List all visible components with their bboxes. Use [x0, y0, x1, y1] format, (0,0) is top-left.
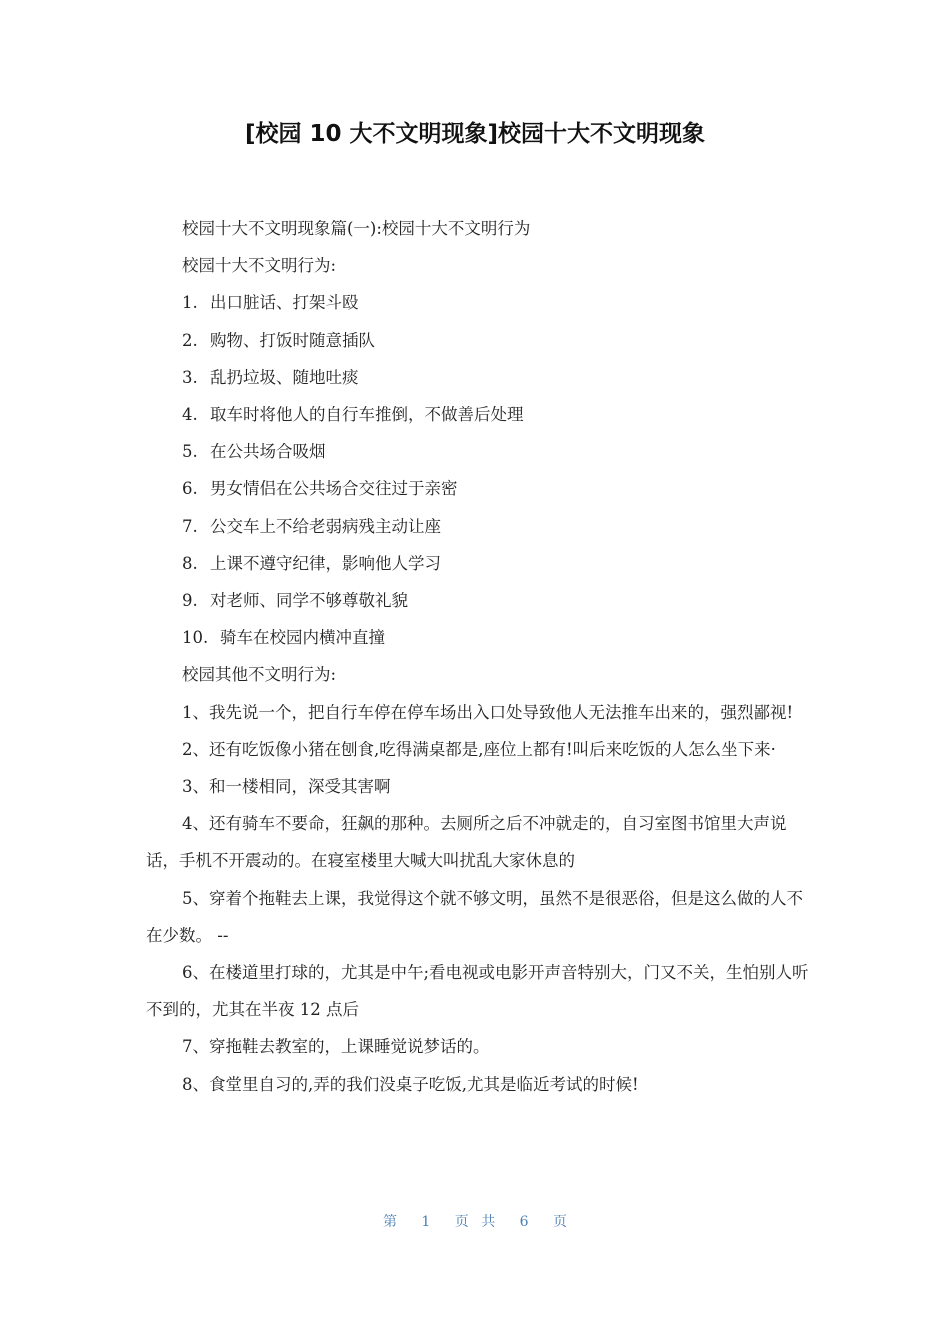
- list-item: [146, 284, 810, 321]
- list-item: [146, 322, 810, 359]
- item-text: 骑车在校园内横冲直撞: [220, 628, 385, 648]
- footer-total-pages: 6: [519, 1214, 529, 1230]
- other-heading: 校园其他不文明行为:: [182, 665, 337, 685]
- footer-page-label: 第: [382, 1214, 397, 1230]
- item-text: 男女情侣在公共场合交往过于亲密: [210, 479, 458, 499]
- item-number: 9.: [182, 591, 198, 611]
- other-item: 8、食堂里自习的,弄的我们没桌子吃饭,尤其是临近考试的时候!: [182, 1074, 639, 1094]
- page-footer: [0, 1210, 950, 1234]
- item-text: 乱扔垃圾、随地吐痰: [210, 367, 359, 387]
- list-item: [146, 508, 810, 545]
- other-item: 2、还有吃饭像小猪在刨食,吃得满桌都是,座位上都有!叫后来吃饭的人怎么坐下来·: [182, 739, 776, 759]
- list-item: [146, 470, 810, 507]
- item-text: 出口脏话、打架斗殴: [210, 293, 359, 313]
- item-number: 3.: [182, 367, 198, 387]
- list-item: [146, 396, 810, 433]
- item-number: 4.: [182, 405, 198, 425]
- item-text: 取车时将他人的自行车推倒，不做善后处理: [210, 405, 524, 425]
- item-number: 7.: [182, 516, 198, 536]
- other-item: 4、还有骑车不要命，狂飙的那种。去厕所之后不冲就走的，自习室图书馆里大声说话，手机不开震动的。在寝室楼里大喊大叫扰乱大家休息的: [146, 814, 787, 871]
- other-item: 6、在楼道里打球的，尤其是中午;看电视或电影开声音特别大，门又不关，生怕别人听不到的，尤其在半夜 12 点后: [146, 963, 809, 1020]
- other-item: 1、我先说一个，把自行车停在停车场出入口处导致他人无法推车出来的，强烈鄙视!: [182, 702, 794, 722]
- item-number: 8.: [182, 553, 198, 573]
- item-number: 2.: [182, 330, 198, 350]
- footer-current-page: 1: [421, 1214, 431, 1230]
- other-item: 7、穿拖鞋去教室的，上课睡觉说梦话的。: [182, 1037, 490, 1057]
- list-item: [146, 433, 810, 470]
- section-heading: 校园十大不文明现象篇(一):校园十大不文明行为: [182, 219, 531, 238]
- item-text: 在公共场合吸烟: [210, 442, 326, 462]
- item-number: 1.: [182, 293, 198, 313]
- item-number: 5.: [182, 442, 198, 462]
- document-title: [校园 10 大不文明现象]校园十大不文明现象: [244, 121, 706, 147]
- item-text: 购物、打饭时随意插队: [210, 330, 375, 350]
- item-number: 6.: [182, 479, 198, 499]
- footer-end-label: 页: [553, 1214, 568, 1230]
- item-text: 上课不遵守纪律，影响他人学习: [210, 553, 441, 573]
- list-item: [146, 582, 810, 619]
- item-text: 对老师、同学不够尊敬礼貌: [210, 591, 408, 611]
- list-item: [146, 545, 810, 582]
- other-item: 5、穿着个拖鞋去上课，我觉得这个就不够文明，虽然不是很恶俗，但是这么做的人不在少数。 --: [146, 888, 803, 945]
- item-number: 10.: [182, 628, 209, 648]
- list-item: [146, 359, 810, 396]
- document-body: [146, 210, 810, 1103]
- list-item: [146, 619, 810, 656]
- other-item: 3、和一楼相同，深受其害啊: [182, 777, 391, 797]
- list-heading: 校园十大不文明行为:: [182, 256, 337, 276]
- footer-of-label: 页 共: [454, 1214, 496, 1230]
- item-text: 公交车上不给老弱病残主动让座: [210, 516, 441, 536]
